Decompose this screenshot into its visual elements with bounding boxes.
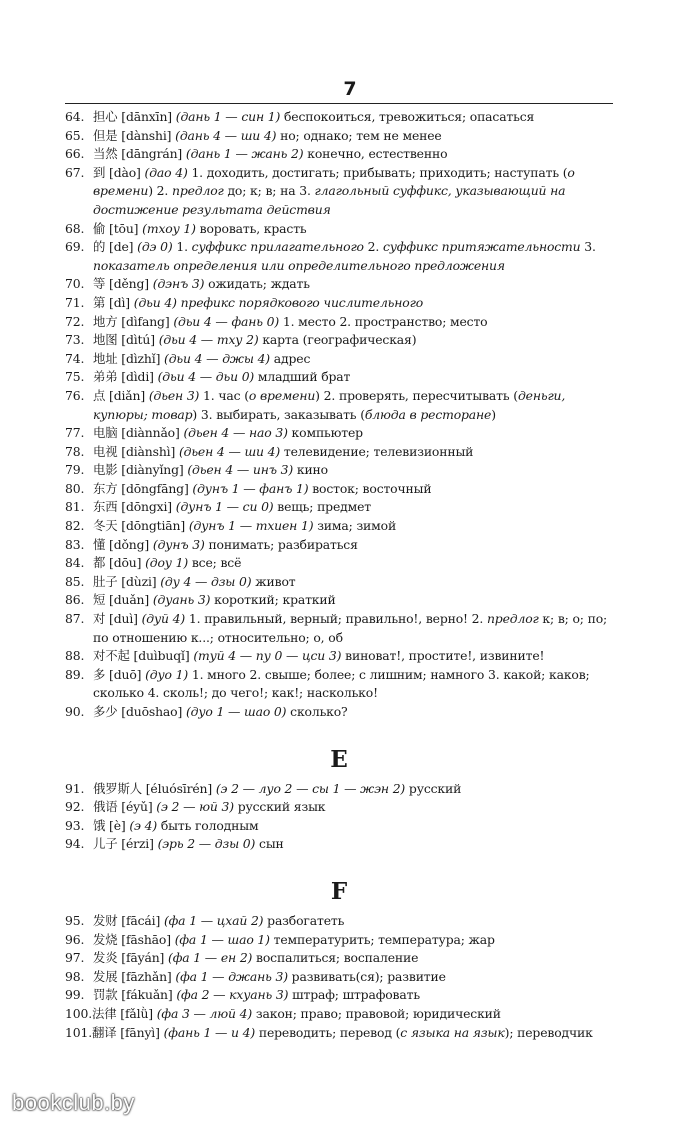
entry-text-part: ); переводчик (504, 1024, 593, 1040)
entry-text-part: но; однако; тем не менее (276, 127, 442, 143)
dictionary-entry (65, 817, 613, 836)
dictionary-entry (65, 387, 613, 424)
entry-number: 91. (65, 780, 85, 796)
entry-text-italic: (ду 4 — дзы 0) (160, 573, 252, 589)
entry-number: 82. (65, 518, 85, 534)
entry-text-part: штраф; штрафовать (288, 987, 420, 1003)
entry-number: 88. (65, 648, 85, 664)
dictionary-entry (65, 350, 613, 369)
entry-number: 94. (65, 836, 85, 852)
entry-text-italic: (дань 4 — ши 4) (175, 127, 277, 143)
entry-text-part: младший брат (254, 369, 351, 385)
entry-number: 85. (65, 573, 85, 589)
dictionary-entry (65, 145, 613, 164)
entry-text (93, 443, 613, 462)
entry-text-part: 罚款 [fákuǎn] (93, 987, 177, 1003)
entry-number: 81. (65, 499, 85, 515)
entry-number: 87. (65, 611, 85, 627)
entry-number: 96. (65, 931, 85, 947)
entry-text-italic: (дьен 4 — нао 3) (183, 425, 288, 441)
header-rule (65, 103, 613, 104)
dictionary-entry (65, 536, 613, 555)
dictionary-entry (65, 610, 613, 647)
entry-text-part: кино (293, 462, 328, 478)
entry-number: 99. (65, 987, 85, 1003)
entry-text-italic: (дуо 1 — шао 0) (185, 704, 287, 719)
entry-text (93, 480, 613, 499)
entry-text-italic: (дао 4) (144, 164, 188, 180)
dictionary-entry (65, 443, 613, 462)
entry-text-italic: (тхоу 1) (142, 220, 196, 236)
entry-number: 95. (65, 912, 85, 928)
entry-text-italic: (фа 1 — ен 2) (168, 950, 253, 966)
entry-text-part: температурить; температура; жар (269, 931, 495, 947)
section-gap (65, 854, 613, 864)
entry-text-part: сын (255, 836, 284, 852)
entry-text-part: 翻译 [fānyì] (92, 1024, 164, 1040)
entry-text-part: 发财 [fācái] (93, 912, 164, 928)
entry-text (93, 517, 613, 536)
entry-text-part: 弟弟 [dìdi] (93, 369, 158, 385)
entry-text-italic: (фань 1 — и 4) (163, 1024, 256, 1040)
entry-text (93, 986, 613, 1005)
entry-text-italic: (э 2 — луо 2 — сы 1 — жэн 2) (215, 780, 406, 796)
entry-text-part: 都 [dōu] (93, 555, 146, 571)
entry-text (93, 498, 613, 517)
entry-text-part: 1. доходить, достигать; прибывать; приходить; наступать ( (187, 164, 568, 180)
dictionary-entry (65, 1024, 613, 1043)
entry-text-part: короткий; краткий (210, 592, 336, 608)
entry-number: 76. (65, 387, 85, 403)
entry-text-italic: (дуань 3) (152, 592, 211, 608)
entry-text-part: 东西 [dōngxi] (93, 499, 176, 515)
page-number: 7 (343, 78, 357, 100)
entry-text-part: 2. (363, 239, 383, 255)
entry-number: 72. (65, 313, 85, 329)
entry-text (93, 647, 613, 666)
entry-text-part: виноват!, простите!, извините! (341, 648, 545, 664)
entry-text-italic: о времени (248, 387, 316, 403)
entry-text-italic: (дунъ 1 — си 0) (175, 499, 274, 515)
dictionary-entry (65, 220, 613, 239)
entry-text-part: воровать, красть (195, 220, 307, 236)
entry-text-part: 地址 [dìzhǐ] (93, 350, 165, 366)
entry-text (93, 666, 613, 703)
entry-text-italic: (дань 1 — син 1) (175, 109, 281, 124)
entry-text (93, 164, 613, 220)
entry-text-italic: предлог (171, 183, 224, 199)
entry-text-italic: (дьи 4 — джы 4) (164, 350, 270, 366)
entry-text-part: 偷 [tōu] (93, 220, 143, 236)
entry-text (93, 949, 613, 968)
entry-text (93, 536, 613, 555)
entry-text-italic: (доу 1) (145, 555, 189, 571)
entry-number: 83. (65, 536, 85, 552)
entry-text-part: развивать(ся); развитие (287, 968, 446, 984)
entry-text-italic: (дьи 4 — тху 2) (158, 332, 259, 348)
entry-text-part: 对不起 [duìbuqǐ] (93, 648, 194, 664)
entry-text-italic: (фа 2 — кхуань 3) (176, 987, 289, 1003)
entry-number: 93. (65, 817, 85, 833)
entry-text-italic: (дэнъ 3) (152, 276, 205, 292)
entry-text-part: 但是 [dànshi] (93, 127, 176, 143)
entry-number: 86. (65, 592, 85, 608)
entry-text-part: 担心 [dānxīn] (93, 109, 176, 124)
entry-text-part: 1. (172, 239, 192, 255)
dictionary-entry (65, 666, 613, 703)
entry-text-italic: (дьен 3) (148, 387, 200, 403)
entry-text (93, 931, 613, 950)
entry-number: 92. (65, 799, 85, 815)
entry-text-italic: суффикс прилагательного (191, 239, 364, 255)
entry-number: 67. (65, 164, 85, 180)
dictionary-entry (65, 647, 613, 666)
entry-text-part: 地方 [dìfang] (93, 313, 174, 329)
dictionary-entry (65, 127, 613, 146)
entry-text-italic: (дэ 0) (137, 239, 173, 255)
entry-text-part: компьютер (287, 425, 363, 441)
entry-text-part: разбогатеть (263, 912, 345, 928)
entry-text-italic: деньги, купюры; товар (93, 387, 566, 422)
entry-text-italic: показатель определения или определительного предложения (93, 257, 505, 273)
entry-text-italic: (дунъ 1 — тхиен 1) (188, 518, 314, 534)
dictionary-entry (65, 331, 613, 350)
entry-text-italic: о времени (93, 164, 575, 199)
entry-text-part: ) 2. (148, 183, 172, 199)
entry-text (93, 461, 613, 480)
section-letter: F (330, 877, 348, 905)
entry-text-part: 电脑 [diànnǎo] (93, 425, 184, 441)
entry-text (93, 220, 613, 239)
entry-text (93, 350, 613, 369)
entry-text-part: 电影 [diànyǐng] (93, 462, 188, 478)
entry-text-italic: (фа 1 — цхай 2) (163, 912, 264, 928)
entry-text-part: 电视 [diànshì] (93, 443, 179, 459)
dictionary-entry (65, 554, 613, 573)
entry-text-italic: (дуй 4) (141, 611, 186, 627)
entry-number: 68. (65, 220, 85, 236)
entry-text (93, 238, 613, 275)
section-letter: E (330, 745, 348, 773)
entry-number: 101. (65, 1024, 92, 1040)
entry-text-part: конечно, естественно (303, 146, 448, 162)
entry-number: 73. (65, 332, 85, 348)
entry-text-italic: суффикс притяжательности (382, 239, 581, 255)
dictionary-entry (65, 368, 613, 387)
dictionary-content (65, 108, 613, 1042)
entry-number: 97. (65, 950, 85, 966)
entry-text-part: ) 2. проверять, пересчитывать ( (315, 387, 518, 403)
entry-text-part: 当然 [dāngrán] (93, 146, 186, 162)
entry-text-italic: с языка на язык (400, 1024, 505, 1040)
dictionary-entry (65, 294, 613, 313)
entry-text-italic: (дьи 4 — дьи 0) (157, 369, 255, 385)
entry-text-part: 法律 [fǎlǜ] (92, 1005, 157, 1021)
entry-text-part: русский язык (233, 799, 326, 815)
entry-text-part: зима; зимой (313, 518, 397, 534)
entry-text-italic: (э 2 — юй 3) (156, 799, 234, 815)
dictionary-entry (65, 949, 613, 968)
entry-number: 70. (65, 276, 85, 292)
entry-number: 78. (65, 443, 85, 459)
entry-number: 77. (65, 425, 85, 441)
entry-text-part: 地图 [dìtú] (93, 332, 159, 348)
entry-text-italic: (дунъ 1 — фанъ 1) (192, 480, 309, 496)
entry-text-part: 儿子 [érzi] (93, 836, 158, 852)
entry-number: 98. (65, 968, 85, 984)
entry-text-part: воспалиться; воспаление (252, 950, 419, 966)
dictionary-entry (65, 313, 613, 332)
entry-text (93, 424, 613, 443)
entry-text (92, 1005, 613, 1024)
entry-text (93, 780, 613, 799)
entry-text-part: быть голодным (157, 817, 259, 833)
entry-text-part: 发烧 [fāshāo] (93, 931, 175, 947)
entry-text-italic: блюда в ресторане (364, 406, 492, 422)
entry-text-part: 多 [duō] (93, 666, 146, 682)
dictionary-entry (65, 703, 613, 722)
entry-text-italic: глагольный суффикс, указывающий на достижение результата действия (93, 183, 566, 217)
entry-text-italic: (туй 4 — пу 0 — цси 3) (193, 648, 342, 664)
dictionary-entry (65, 517, 613, 536)
dictionary-entry (65, 498, 613, 517)
entry-text-part: закон; право; правовой; юридический (252, 1005, 501, 1021)
dictionary-entry (65, 798, 613, 817)
entry-text-part: 俄语 [éyǔ] (93, 799, 157, 815)
entry-text-part: 短 [duǎn] (93, 592, 153, 608)
entry-text-part: 东方 [dōngfāng] (93, 480, 193, 496)
entry-text-part: 1. много 2. свыше; более; с лишним; намного 3. какой; каков; сколько 4. сколь!; до чего!; как!; насколько! (93, 666, 590, 701)
entry-text-italic: (фа 1 — шао 1) (174, 931, 270, 947)
entry-text-italic: (эрь 2 — дзы 0) (157, 836, 256, 852)
entry-text (93, 331, 613, 350)
dictionary-entry (65, 591, 613, 610)
entry-text (93, 313, 613, 332)
dictionary-entry (65, 108, 613, 127)
entry-text (93, 912, 613, 931)
entry-text-part: 发炎 [fāyán] (93, 950, 169, 966)
entry-text (93, 387, 613, 424)
entry-text (93, 573, 613, 592)
dictionary-entry (65, 461, 613, 480)
entry-text-italic: предлог (486, 611, 539, 627)
entry-text (92, 1024, 613, 1043)
entry-text-part: 对 [duì] (93, 611, 142, 627)
entry-number: 66. (65, 146, 85, 162)
entry-text-part: переводить; перевод ( (255, 1024, 401, 1040)
entry-text-part: 俄罗斯人 [éluósīrén] (93, 780, 216, 796)
entry-text (93, 145, 613, 164)
entry-text-italic: (дьи 4) префикс порядкового числительного (133, 294, 424, 310)
entry-number: 65. (65, 127, 85, 143)
dictionary-entry (65, 986, 613, 1005)
entry-text-part: 1. правильный, верный; правильно!, верно! 2. (185, 611, 487, 627)
entry-text (93, 275, 613, 294)
dictionary-entry (65, 275, 613, 294)
entry-text-part: 3. (580, 239, 596, 255)
entry-number: 84. (65, 555, 85, 571)
entry-text-italic: (дунъ 3) (152, 536, 205, 552)
dictionary-entry (65, 238, 613, 275)
entry-text-part: ожидать; ждать (204, 276, 310, 292)
entry-text-italic: (фа 3 — люй 4) (156, 1005, 253, 1021)
entry-text (93, 817, 613, 836)
dictionary-entry (65, 835, 613, 854)
section-gap (65, 722, 613, 732)
dictionary-entry (65, 931, 613, 950)
entry-text-part: живот (251, 573, 296, 589)
entry-text-part: 到 [dào] (93, 164, 145, 180)
dictionary-entry (65, 424, 613, 443)
entry-number: 89. (65, 666, 85, 682)
entry-text (93, 798, 613, 817)
entry-number: 100. (65, 1005, 92, 1021)
entry-text-italic: (дьи 4 — фань 0) (173, 313, 280, 329)
entry-text (93, 591, 613, 610)
entry-text-part: 多少 [duōshao] (93, 704, 186, 719)
entry-text-part: беспокоиться, тревожиться; опасаться (280, 109, 535, 124)
entry-text-part: карта (географическая) (258, 332, 417, 348)
dictionary-entry (65, 573, 613, 592)
entry-text-part: 的 [de] (93, 239, 138, 255)
entry-text (93, 968, 613, 987)
entry-text-part: 1. час ( (199, 387, 249, 403)
entry-text-italic: (дуо 1) (145, 666, 189, 682)
entry-text-part: 点 [diǎn] (93, 387, 149, 403)
entry-text-part: 肚子 [dùzi] (93, 573, 161, 589)
entry-text (93, 610, 613, 647)
entry-text-part: 懂 [dǒng] (93, 536, 153, 552)
entry-text-part: 发展 [fāzhǎn] (93, 968, 176, 984)
dictionary-entry (65, 1005, 613, 1024)
entry-number: 74. (65, 350, 85, 366)
dictionary-entry (65, 780, 613, 799)
entry-text-italic: (дьен 4 — инъ 3) (187, 462, 294, 478)
entry-text-part: 冬天 [dōngtiān] (93, 518, 189, 534)
entry-text-part: телевидение; телевизионный (280, 443, 474, 459)
dictionary-entry (65, 480, 613, 499)
entry-number: 69. (65, 239, 85, 255)
entry-text (93, 554, 613, 573)
entry-text-part: все; всё (188, 555, 242, 571)
entry-text-part: адрес (270, 350, 311, 366)
entry-text (93, 835, 613, 854)
entry-text-part: 饿 [è] (93, 817, 130, 833)
entry-number: 90. (65, 704, 85, 719)
entry-text (93, 703, 613, 722)
entry-text-part: вещь; предмет (273, 499, 372, 515)
entry-text-part: русский (405, 780, 462, 796)
entry-text-italic: (дань 1 — жань 2) (185, 146, 304, 162)
entry-text-italic: (фа 1 — джань 3) (175, 968, 288, 984)
entry-text-italic: (э 4) (129, 817, 158, 833)
dictionary-entry (65, 164, 613, 220)
entry-text-part: 第 [dì] (93, 294, 134, 310)
entry-number: 75. (65, 369, 85, 385)
entry-number: 71. (65, 294, 85, 310)
entry-number: 64. (65, 109, 85, 124)
entry-text-part: к; в; о; по; по отношению к...; относительно; о, об (93, 611, 608, 645)
watermark: bookclub.by (12, 1090, 135, 1115)
entry-text-part: 等 [děng] (93, 276, 153, 292)
entry-text (93, 368, 613, 387)
entry-text (93, 108, 613, 127)
entry-text-part: восток; восточный (308, 480, 432, 496)
entry-text-part: понимать; разбираться (204, 536, 358, 552)
entry-text (93, 294, 613, 313)
entry-number: 79. (65, 462, 85, 478)
entry-text-part: сколько? (286, 704, 348, 719)
dictionary-entry (65, 912, 613, 931)
entry-number: 80. (65, 480, 85, 496)
entry-text-part: ) 3. выбирать, заказывать ( (192, 406, 365, 422)
entry-text-part: 1. место 2. пространство; место (279, 313, 488, 329)
entry-text-italic: (дьен 4 — ши 4) (178, 443, 281, 459)
dictionary-entry (65, 968, 613, 987)
entry-text (93, 127, 613, 146)
entry-text-part: до; к; в; на 3. (223, 183, 315, 199)
entry-text-part: ) (491, 406, 496, 422)
